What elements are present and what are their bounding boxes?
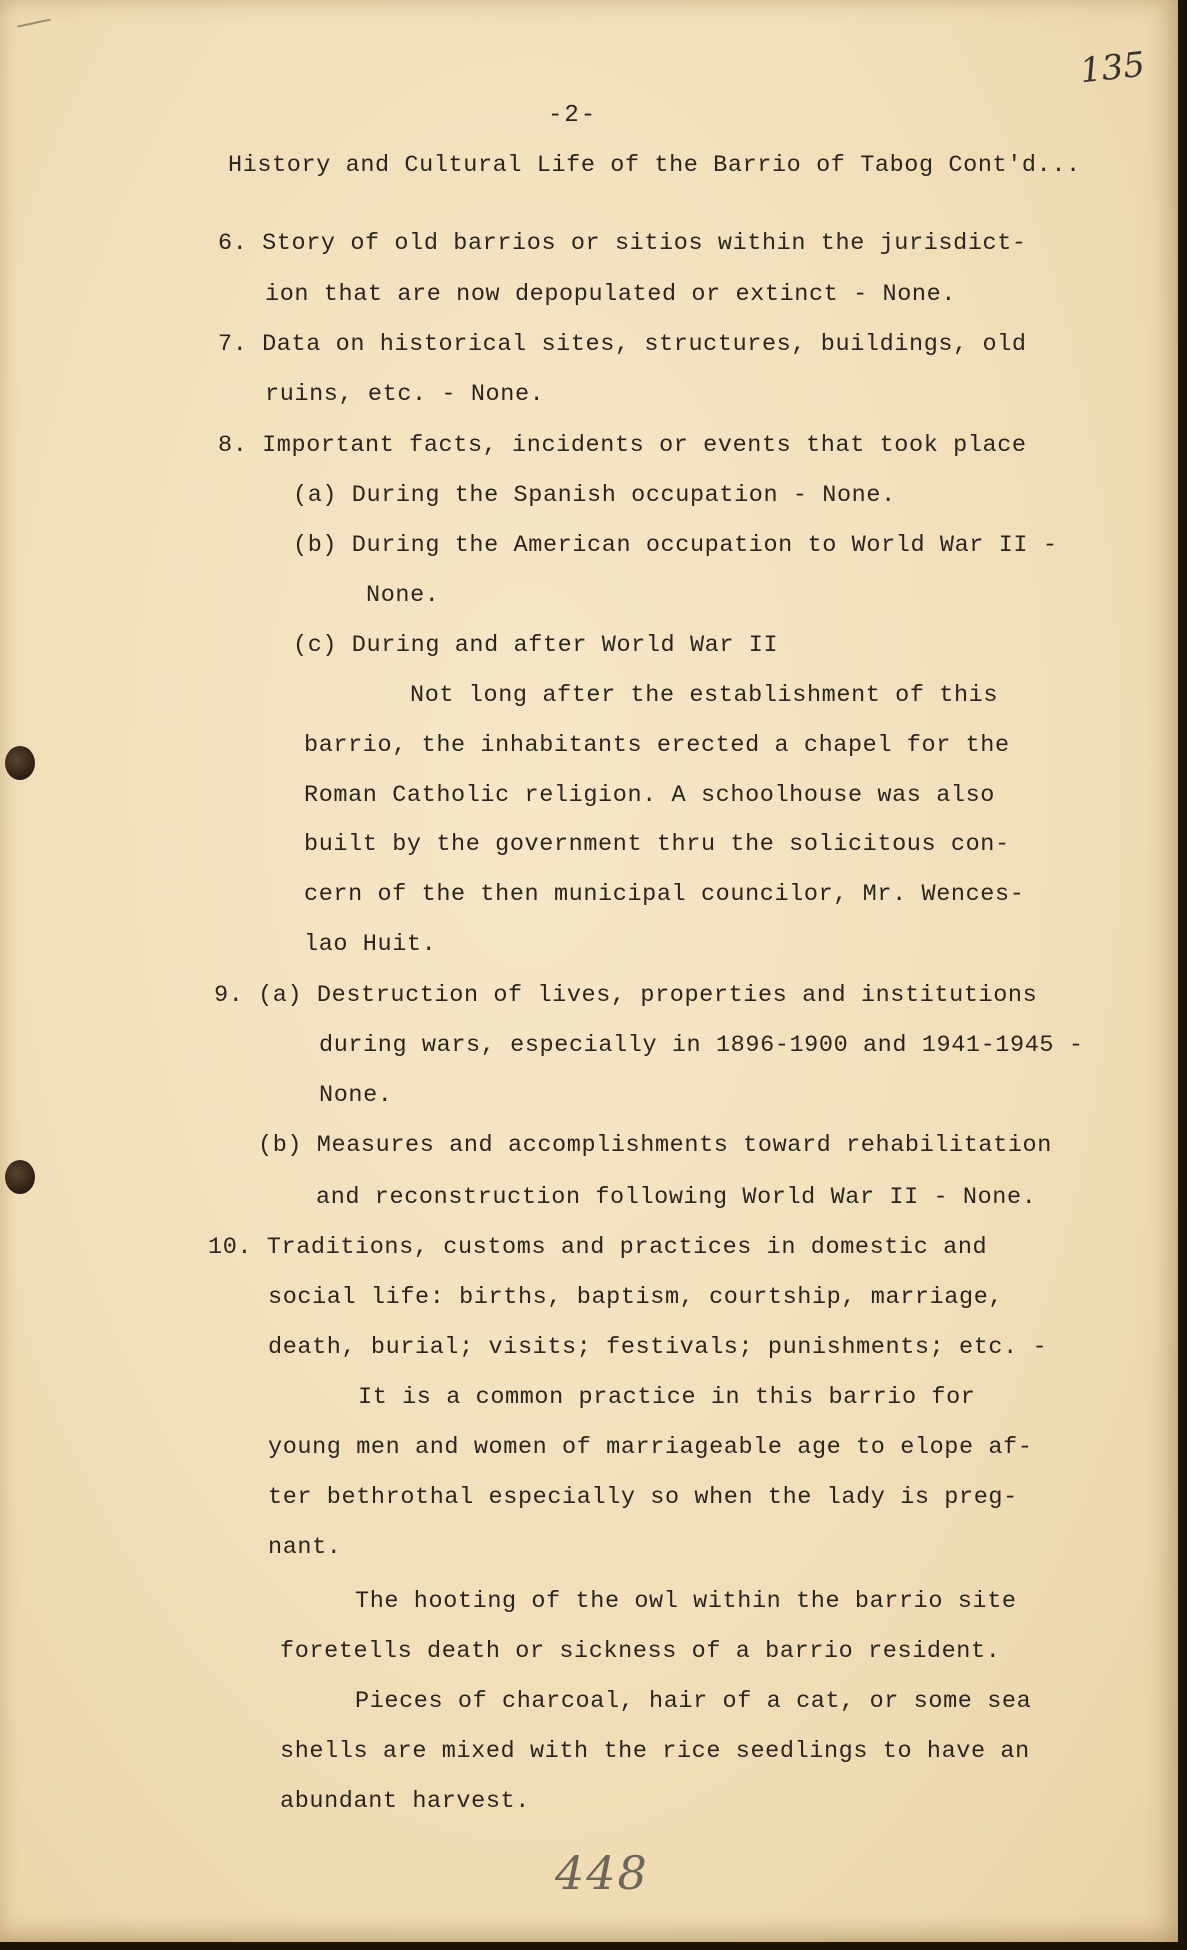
item-8b-line-2: None. [366, 582, 440, 609]
item-10-line-2: social life: births, baptism, courtship, marriage, [268, 1284, 1004, 1311]
item-8c-para-line-3: Roman Catholic religion. A schoolhouse was also [304, 782, 996, 809]
item-9a-line-1: 9. (a) Destruction of lives, properties and institutions [214, 982, 1038, 1009]
item-6-line-2: ion that are now depopulated or extinct - None. [265, 281, 957, 308]
punch-hole [5, 1160, 35, 1194]
item-8c-para-line-4: built by the government thru the solicitous con- [304, 831, 1010, 858]
item-10-para-2-line-2: foretells death or sickness of a barrio resident. [280, 1638, 1001, 1665]
item-10-para-3-line-1: Pieces of charcoal, hair of a cat, or some sea [355, 1688, 1032, 1715]
item-9a-line-2: during wars, especially in 1896-1900 and 1941-1945 - [319, 1032, 1084, 1059]
item-8c: (c) During and after World War II [293, 632, 779, 659]
page-number: -2- [548, 102, 598, 129]
folio-number: 135 [1078, 44, 1147, 92]
item-8c-para-line-2: barrio, the inhabitants erected a chapel for the [304, 732, 1010, 759]
item-10-line-1: 10. Traditions, customs and practices in domestic and [208, 1234, 988, 1261]
item-8a: (a) During the Spanish occupation - None. [293, 482, 896, 509]
item-6-line-1: 6. Story of old barrios or sitios within the jurisdict- [218, 230, 1027, 257]
item-9b-line-1: (b) Measures and accomplishments toward rehabilitation [258, 1132, 1052, 1159]
document-title: History and Cultural Life of the Barrio of Tabog Cont'd... [228, 152, 1081, 179]
item-10-para-3-line-3: abundant harvest. [280, 1788, 530, 1815]
item-8c-para-line-6: lao Huit. [304, 931, 437, 958]
item-10-line-3: death, burial; visits; festivals; punishments; etc. - [268, 1334, 1048, 1361]
item-10-para-2-line-1: The hooting of the owl within the barrio site [355, 1588, 1017, 1615]
item-10-para-3-line-2: shells are mixed with the rice seedlings to have an [280, 1738, 1030, 1765]
item-9a-line-3: None. [319, 1082, 393, 1109]
punch-hole [5, 746, 35, 780]
item-8c-para-line-5: cern of the then municipal councilor, Mr. Wences- [304, 881, 1025, 908]
item-10-para-1-line-2: young men and women of marriageable age to elope af- [268, 1434, 1033, 1461]
item-7-line-1: 7. Data on historical sites, structures, buildings, old [218, 331, 1027, 358]
corner-mark [17, 19, 53, 38]
item-10-para-1-line-4: nant. [268, 1534, 342, 1561]
item-7-line-2: ruins, etc. - None. [265, 381, 545, 408]
item-10-para-1-line-3: ter bethrothal especially so when the lady is preg- [268, 1484, 1018, 1511]
item-9b-line-2: and reconstruction following World War II - None. [316, 1184, 1037, 1211]
handwritten-page-stamp: 448 [555, 1846, 649, 1900]
item-10-para-1-line-1: It is a common practice in this barrio for [358, 1384, 976, 1411]
item-8b-line-1: (b) During the American occupation to World War II - [293, 532, 1058, 559]
item-8-heading: 8. Important facts, incidents or events that took place [218, 432, 1027, 459]
item-8c-para-line-1: Not long after the establishment of this [410, 682, 999, 709]
